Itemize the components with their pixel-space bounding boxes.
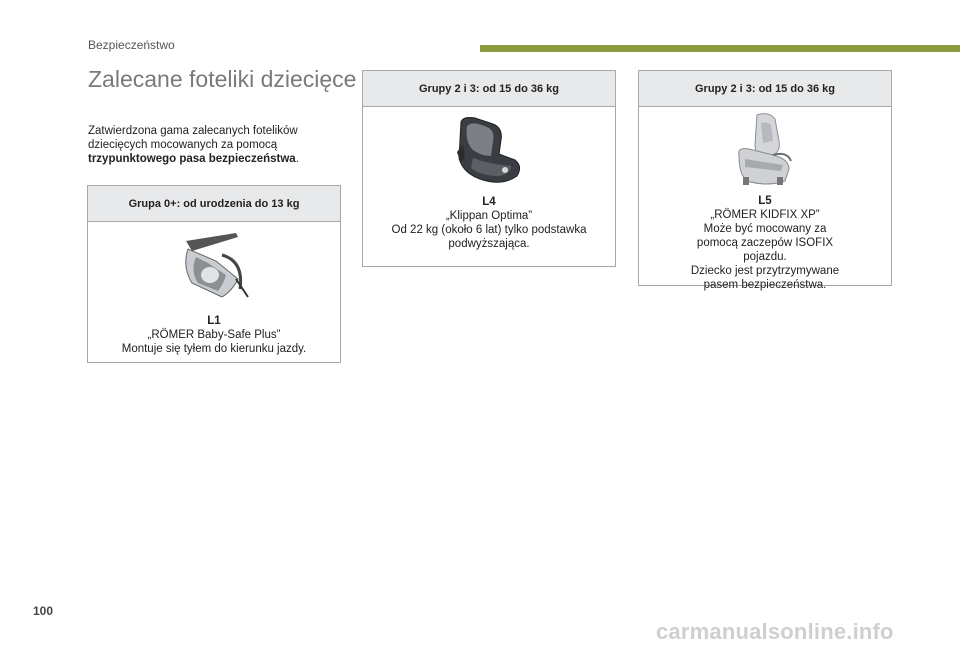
intro-bold: trzypunktowego pasa bezpieczeństwa [88, 153, 296, 165]
intro-paragraph [88, 124, 328, 166]
infant-carrier-icon [178, 231, 250, 301]
seat-card-l1 [87, 185, 341, 363]
card-group-header: Grupy 2 i 3: od 15 do 36 kg [639, 71, 891, 107]
booster-seat-icon [453, 114, 525, 186]
page-title: Zalecane foteliki dziecięce [88, 66, 357, 92]
seat-description: Może być mocowany za pomocą zaczepów ISOFIX pojazdu. [696, 223, 834, 263]
seat-description-2: Dziecko jest przytrzymywane pasem bezpieczeństwa. [690, 265, 840, 291]
seat-description: Montuje się tyłem do kierunku jazdy. [121, 343, 307, 355]
watermark: carmanualsonline.info [656, 619, 894, 644]
card-group-header: Grupa 0+: od urodzenia do 13 kg [88, 186, 340, 222]
seat-card-l5 [638, 70, 892, 291]
intro-text: Zatwierdzona gama zalecanych fotelików dziecięcych mocowanych za pomocą [88, 125, 298, 151]
booster-seat-image [363, 107, 615, 186]
seat-description: Od 22 kg (około 6 lat) tylko podstawka podwyższająca. [391, 224, 587, 250]
seat-name: „Klippan Optima” [445, 210, 533, 222]
seat-name: „RÖMER KIDFIX XP” [710, 209, 820, 221]
isofix-seat-image [639, 107, 891, 189]
seat-code: L5 [758, 195, 772, 207]
isofix-seat-icon [729, 111, 801, 189]
infant-carrier-image [88, 222, 340, 301]
intro-end: . [295, 153, 299, 165]
section-label: Bezpieczeństwo [88, 38, 175, 52]
section-accent-bar [480, 45, 960, 52]
page-number: 100 [33, 604, 54, 618]
seat-card-l4 [362, 70, 616, 267]
seat-code: L1 [207, 315, 221, 327]
card-group-header: Grupy 2 i 3: od 15 do 36 kg [363, 71, 615, 107]
seat-name: „RÖMER Baby-Safe Plus” [147, 329, 281, 341]
seat-code: L4 [482, 196, 496, 208]
